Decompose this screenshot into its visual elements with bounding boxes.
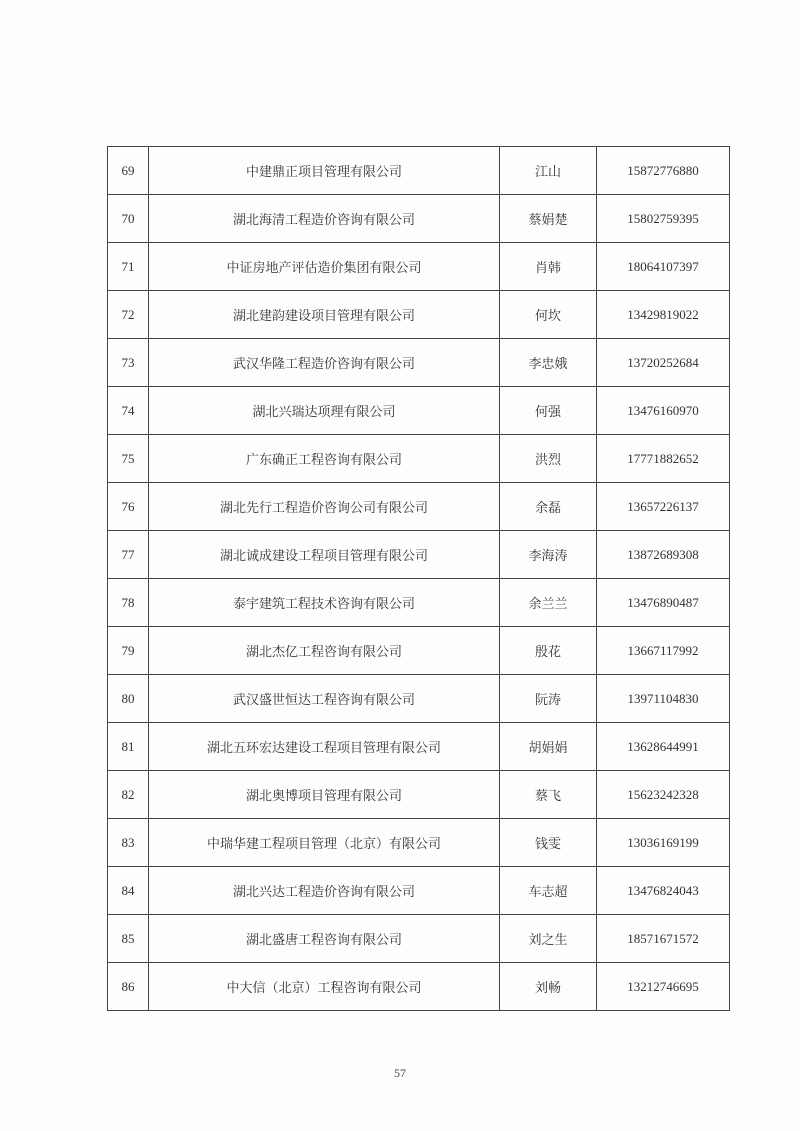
table-row — [108, 291, 730, 339]
contact-person: 肖韩 — [500, 243, 597, 291]
contact-person: 殷花 — [500, 627, 597, 675]
contact-person: 刘之生 — [500, 915, 597, 963]
contact-person: 余磊 — [500, 483, 597, 531]
company-name: 中证房地产评估造价集团有限公司 — [149, 243, 500, 291]
table-row — [108, 531, 730, 579]
phone-number: 18064107397 — [597, 243, 730, 291]
phone-number: 15872776880 — [597, 147, 730, 195]
phone-number: 15802759395 — [597, 195, 730, 243]
row-number: 71 — [108, 243, 149, 291]
page-number: 57 — [394, 1066, 406, 1080]
table-row — [108, 915, 730, 963]
contact-person: 李海涛 — [500, 531, 597, 579]
row-number: 78 — [108, 579, 149, 627]
row-number: 75 — [108, 435, 149, 483]
row-number: 83 — [108, 819, 149, 867]
table-row — [108, 243, 730, 291]
table-row — [108, 387, 730, 435]
contact-person: 李忠娥 — [500, 339, 597, 387]
table-row — [108, 771, 730, 819]
row-number: 77 — [108, 531, 149, 579]
row-number: 80 — [108, 675, 149, 723]
phone-number: 17771882652 — [597, 435, 730, 483]
contact-person: 阮涛 — [500, 675, 597, 723]
contact-person: 何坎 — [500, 291, 597, 339]
company-name: 中大信（北京）工程咨询有限公司 — [149, 963, 500, 1011]
row-number: 81 — [108, 723, 149, 771]
company-name: 中瑞华建工程项目管理（北京）有限公司 — [149, 819, 500, 867]
row-number: 76 — [108, 483, 149, 531]
table-row — [108, 435, 730, 483]
table-row — [108, 723, 730, 771]
phone-number: 13628644991 — [597, 723, 730, 771]
company-name: 武汉华隆工程造价咨询有限公司 — [149, 339, 500, 387]
row-number: 73 — [108, 339, 149, 387]
phone-number: 13657226137 — [597, 483, 730, 531]
row-number: 74 — [108, 387, 149, 435]
phone-number: 13036169199 — [597, 819, 730, 867]
phone-number: 13971104830 — [597, 675, 730, 723]
phone-number: 13476160970 — [597, 387, 730, 435]
contact-person: 钱雯 — [500, 819, 597, 867]
company-name: 湖北五环宏达建设工程项目管理有限公司 — [149, 723, 500, 771]
phone-number: 13720252684 — [597, 339, 730, 387]
table-body — [108, 147, 730, 1011]
company-name: 湖北先行工程造价咨询公司有限公司 — [149, 483, 500, 531]
phone-number: 13476890487 — [597, 579, 730, 627]
contact-person: 蔡飞 — [500, 771, 597, 819]
table-row — [108, 963, 730, 1011]
contact-person: 车志超 — [500, 867, 597, 915]
contact-person: 胡娟娟 — [500, 723, 597, 771]
contact-person: 江山 — [500, 147, 597, 195]
phone-number: 15623242328 — [597, 771, 730, 819]
contact-person: 刘畅 — [500, 963, 597, 1011]
row-number: 69 — [108, 147, 149, 195]
contact-person: 余兰兰 — [500, 579, 597, 627]
company-name: 湖北海清工程造价咨询有限公司 — [149, 195, 500, 243]
table-row — [108, 339, 730, 387]
row-number: 84 — [108, 867, 149, 915]
company-name: 广东确正工程咨询有限公司 — [149, 435, 500, 483]
phone-number: 13476824043 — [597, 867, 730, 915]
row-number: 85 — [108, 915, 149, 963]
table-row — [108, 627, 730, 675]
company-name: 湖北盛唐工程咨询有限公司 — [149, 915, 500, 963]
phone-number: 18571671572 — [597, 915, 730, 963]
company-name: 湖北兴达工程造价咨询有限公司 — [149, 867, 500, 915]
company-name: 湖北兴瑞达项理有限公司 — [149, 387, 500, 435]
phone-number: 13872689308 — [597, 531, 730, 579]
row-number: 79 — [108, 627, 149, 675]
company-contact-table — [107, 146, 730, 1011]
contact-person: 洪烈 — [500, 435, 597, 483]
company-name: 中建鼎正项目管理有限公司 — [149, 147, 500, 195]
phone-number: 13212746695 — [597, 963, 730, 1011]
table-row — [108, 819, 730, 867]
table-row — [108, 579, 730, 627]
row-number: 72 — [108, 291, 149, 339]
phone-number: 13429819022 — [597, 291, 730, 339]
company-name: 湖北诚成建设工程项目管理有限公司 — [149, 531, 500, 579]
table-row — [108, 483, 730, 531]
row-number: 82 — [108, 771, 149, 819]
phone-number: 13667117992 — [597, 627, 730, 675]
company-name: 武汉盛世恒达工程咨询有限公司 — [149, 675, 500, 723]
company-name: 泰宇建筑工程技术咨询有限公司 — [149, 579, 500, 627]
row-number: 70 — [108, 195, 149, 243]
contact-person: 蔡娟楚 — [500, 195, 597, 243]
row-number: 86 — [108, 963, 149, 1011]
table-row — [108, 195, 730, 243]
company-name: 湖北建韵建设项目管理有限公司 — [149, 291, 500, 339]
company-name: 湖北奥博项目管理有限公司 — [149, 771, 500, 819]
table-row — [108, 867, 730, 915]
table-row — [108, 147, 730, 195]
company-name: 湖北杰亿工程咨询有限公司 — [149, 627, 500, 675]
contact-person: 何强 — [500, 387, 597, 435]
table-row — [108, 675, 730, 723]
